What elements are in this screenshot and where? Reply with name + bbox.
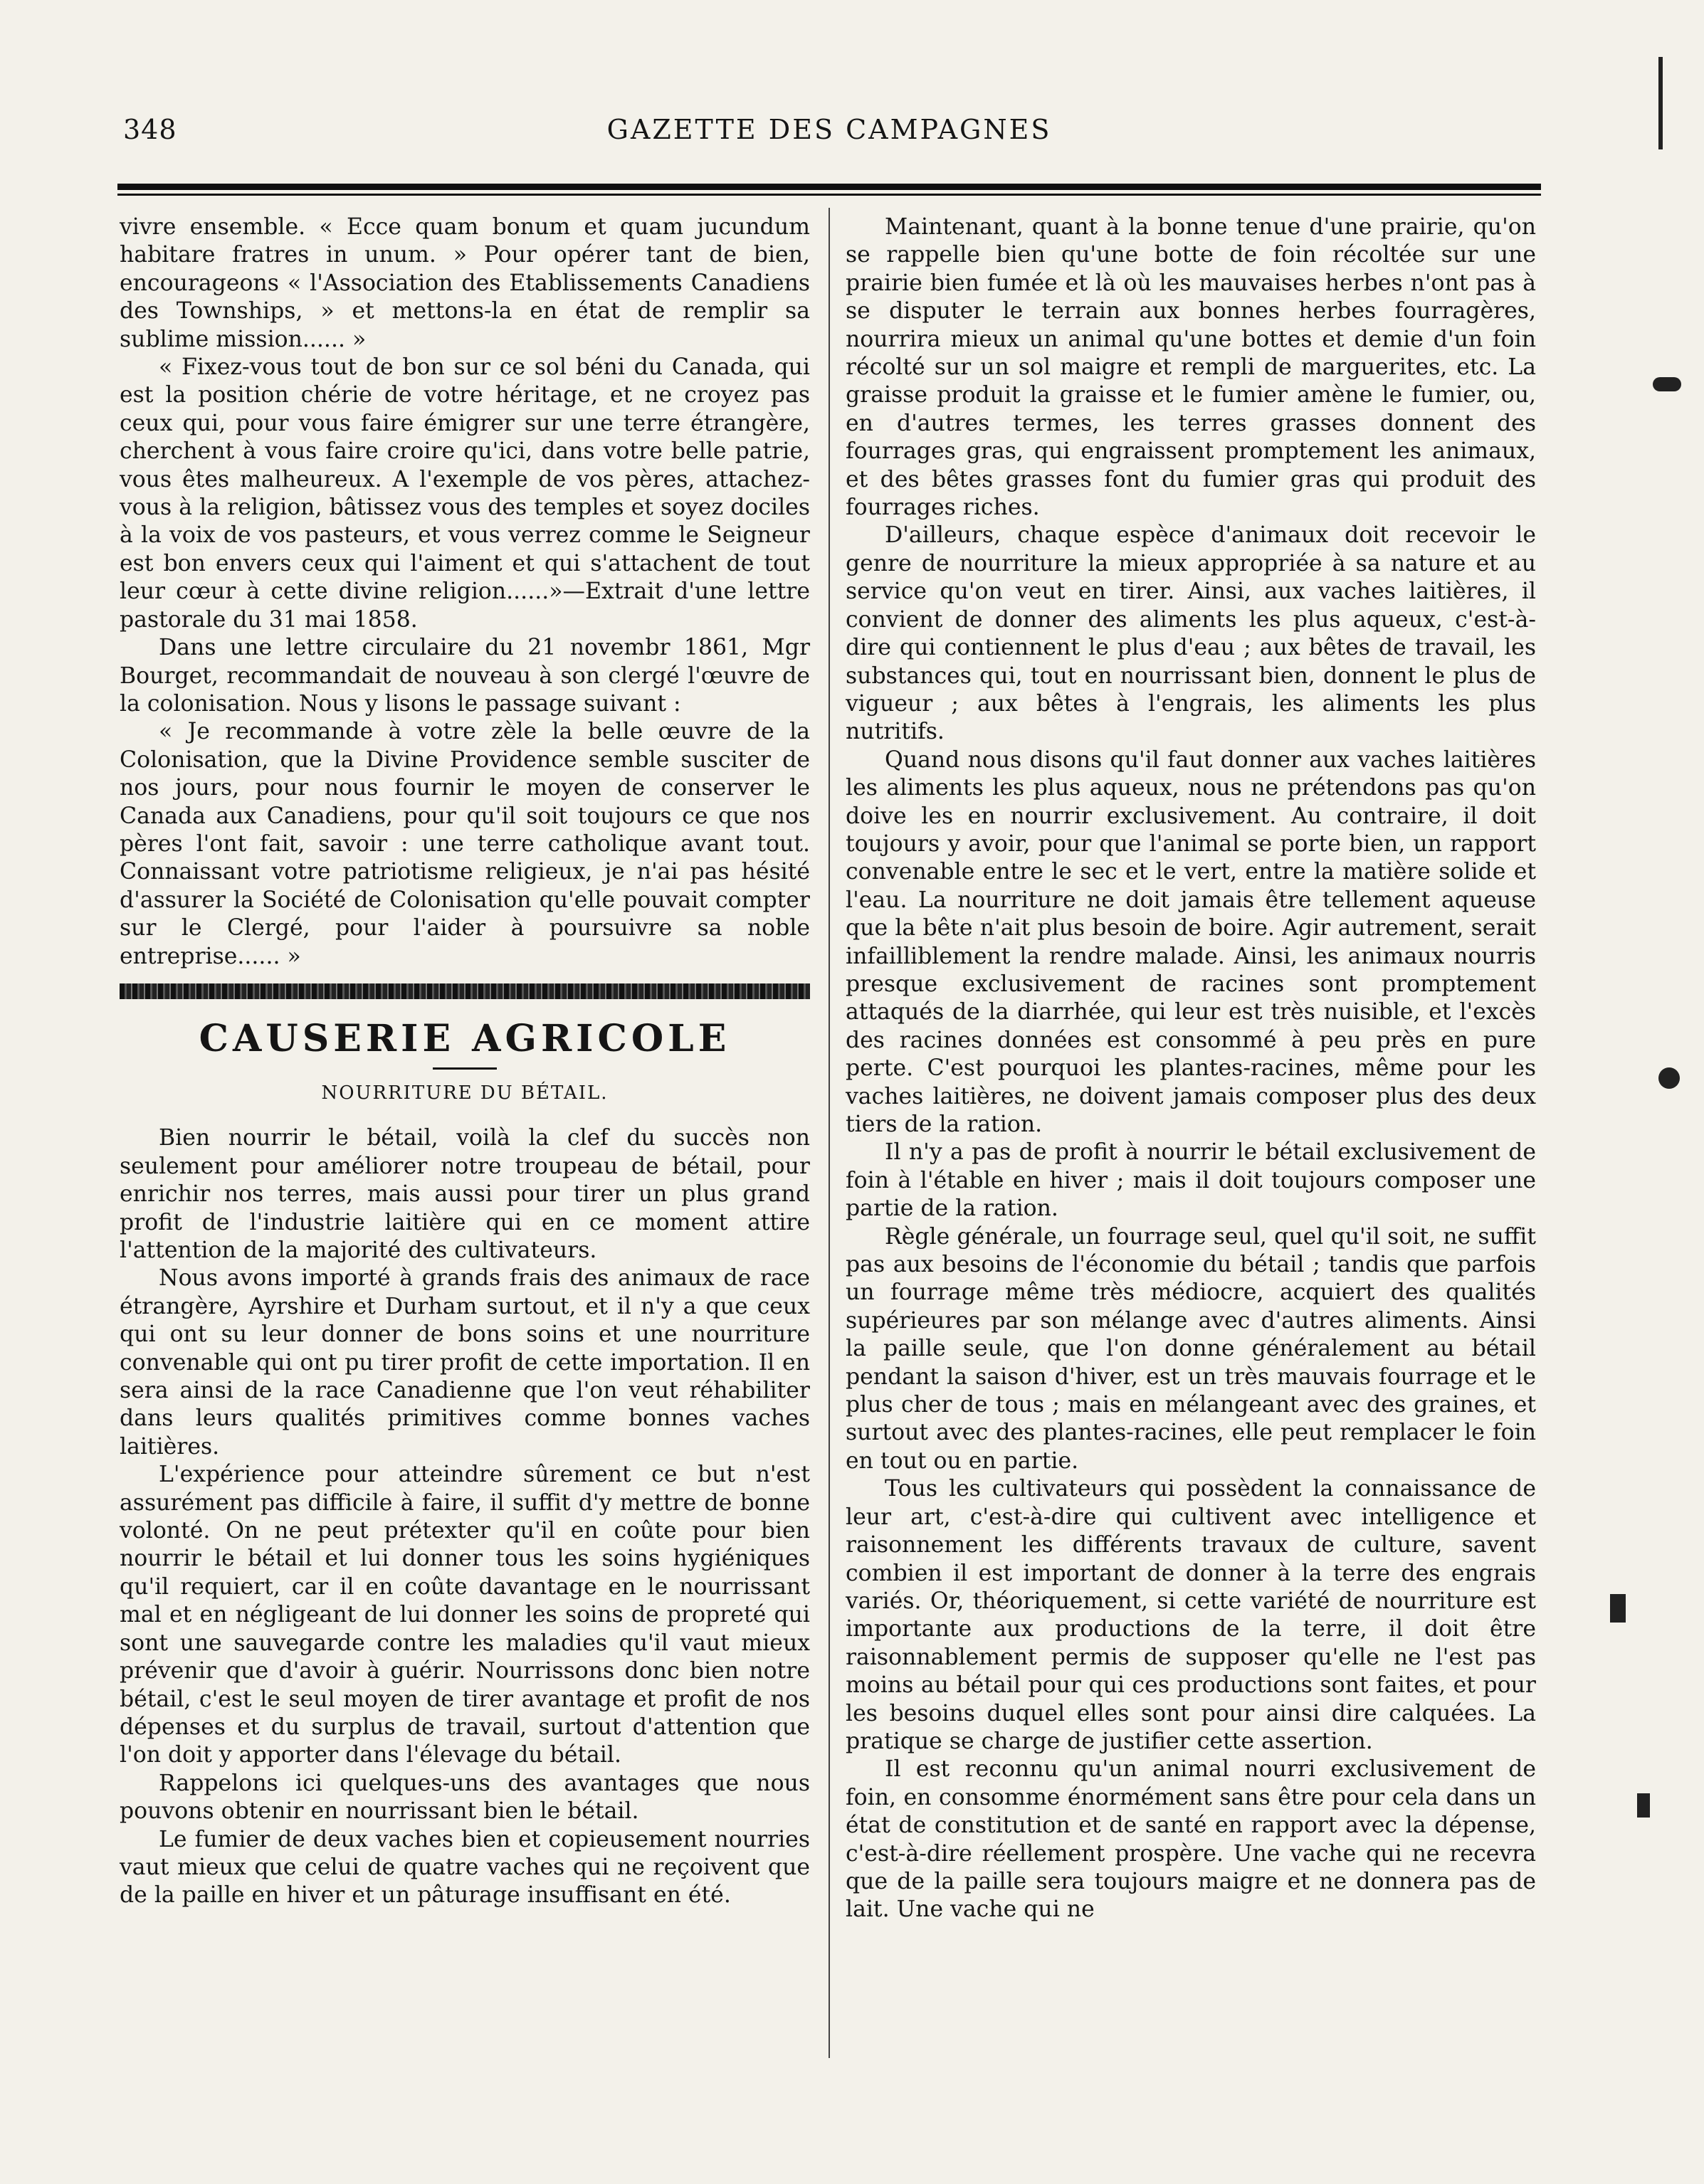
column-divider [829,208,830,2058]
running-title: GAZETTE DES CAMPAGNES [606,114,1052,145]
header-rule-thick [117,184,1541,190]
binding-mark [1658,1067,1680,1089]
section-subtitle: NOURRITURE DU BÉTAIL. [321,1082,609,1104]
page-header [117,114,1541,157]
paragraph: Il n'y a pas de profit à nourrir le bétail exclusivement de foin à l'étable en hiver ; mais il doit toujours composer une partie de la ration. [846,1139,1536,1222]
paragraph: « Je recommande à votre zèle la belle œuvre de la Colonisation, que la Divine Providence semble susciter de nos jours, pour nous fournir le moyen de conserver le Canada aux Canadiens, pour qu'il soit toujours ce que nos pères l'ont fait, savoir : une terre catholique avant tout. Connaissant votre patriotisme religieux, je n'ai pas hésité d'assurer la Société de Colonisation qu'elle pouvait compter sur le Clergé, pour l'aider à poursuivre sa noble entreprise...... » [120,719,810,969]
page-number: 348 [123,114,177,145]
right-column [846,213,1536,1924]
paragraph: Règle générale, un fourrage seul, quel qu'il soit, ne suffit pas aux besoins de l'économie du bétail ; tandis que parfois un fourrage même très médiocre, acquiert des qualités supérieures par son mélange avec d'autres aliments. Ainsi la paille seule, que l'on donne généralement au bétail pendant la saison d'hiver, est un très mauvais fourrage et le plus cher de tous ; mais en mélangeant avec des graines, et surtout avec des plantes-racines, elle peut remplacer le foin en tout ou en partie. [846,1223,1536,1474]
paragraph: Rappelons ici quelques-uns des avantages que nous pouvons obtenir en nourrissant bien le bétail. [120,1770,810,1825]
binding-mark [1637,1793,1650,1818]
paragraph: Dans une lettre circulaire du 21 novembr 1861, Mgr Bourget, recommandait de nouveau à son clergé l'œuvre de la colonisation. Nous y lisons le passage suivant : [120,635,810,717]
paragraph: « Fixez-vous tout de bon sur ce sol béni du Canada, qui est la position chérie de votre héritage, et ne croyez pas ceux qui, pour vous faire émigrer sur une terre étrangère, cherchent à vous faire croire qu'ici, dans votre belle patrie, vous êtes malheureux. A l'exemple de vos pères, attachez-vous à la religion, bâtissez vous des temples et soyez dociles à la voix de vos pasteurs, et vous verrez comme le Seigneur est bon envers ceux qui l'aiment et qui s'attachent de tout leur cœur à cette divine religion......»—Extrait d'une lettre pastorale du 31 mai 1858. [120,354,810,633]
paragraph: D'ailleurs, chaque espèce d'animaux doit recevoir le genre de nourriture la mieux appropriée à sa nature et au service qu'on veut en tirer. Ainsi, aux vaches laitières, il convient de donner des aliments les plus aqueux, c'est-à-dire qui contiennent le plus d'eau ; aux bêtes de travail, les substances qui, tout en nourrissant bien, donnent le plus de vigueur ; aux bêtes à l'engrais, les aliments les plus nutritifs. [846,522,1536,745]
paragraph: L'expérience pour atteindre sûrement ce but n'est assurément pas difficile à faire, il suffit d'y mettre de bonne volonté. On ne peut prétexter qu'il en coûte pour bien nourrir le bétail et lui donner tous les soins hygiéniques qu'il requiert, car il en coûte davantage en le nourrissant mal et en négligeant de lui donner les soins de propreté qui sont une sauvegarde contre les maladies qu'il vaut mieux prévenir que d'avoir à guérir. Nourrissons donc bien notre bétail, c'est le seul moyen de tirer avantage et profit de nos dépenses et du surplus de travail, surtout d'attention que l'on doit y apporter dans l'élevage du bétail. [120,1462,810,1768]
title-rule [433,1067,497,1070]
paragraph: Quand nous disons qu'il faut donner aux vaches laitières les aliments les plus aqueux, nous ne prétendons pas qu'on doive les en nourrir exclusivement. Au contraire, il doit toujours y avoir, pour que l'animal se porte bien, un rapport convenable entre le sec et le vert, entre la matière solide et l'eau. La nourriture ne doit jamais être tellement aqueuse que la bête n'ait plus besoin de boire. Agir autrement, serait infailliblement la rendre malade. Ainsi, les animaux nourris presque exclusivement de racines sont promptement attaqués de la diarrhée, qui leur est très nuisible, et l'excès des racines données est consommé à peu près en pure perte. C'est pourquoi les plantes-racines, même pour les vaches laitières, ne doivent jamais composer plus des deux tiers de la ration. [846,747,1536,1137]
paragraph: Le fumier de deux vaches bien et copieusement nourries vaut mieux que celui de quatre vaches qui ne reçoivent que de la paille en hiver et un pâturage insuffisant en été. [120,1826,810,1909]
header-rule-thin [117,194,1541,196]
paragraph: Tous les cultivateurs qui possèdent la connaissance de leur art, c'est-à-dire qui cultivent avec intelligence et raisonnement les différents travaux de culture, savent combien il est important de donner à la terre des engrais variés. Or, théoriquement, si cette variété de nourriture est importante aux productions de la terre, il doit être raisonnablement permis de supposer qu'elle ne l'est pas moins au bétail pour qui ces productions sont faites, et pour les besoins duquel elles sont pour ainsi dire calquées. La pratique se charge de justifier cette assertion. [846,1476,1536,1754]
paragraph: Bien nourrir le bétail, voilà la clef du succès non seulement pour améliorer notre troupeau de bétail, pour enrichir nos terres, mais aussi pour tirer un plus grand profit de l'industrie laitière qui en ce moment attire l'attention de la majorité des cultivateurs. [120,1125,810,1263]
section-separator [120,983,810,999]
binding-mark [1610,1594,1626,1623]
binding-mark [1653,377,1681,391]
paragraph: vivre ensemble. « Ecce quam bonum et quam jucundum habitare fratres in unum. » Pour opérer tant de bien, encourageons « l'Association des Etablissements Canadiens des Townships, » et mettons-la en état de remplir sa sublime mission...... » [120,214,810,352]
binding-mark [1658,57,1663,149]
section-title: CAUSERIE AGRICOLE [199,1016,731,1060]
left-column [120,213,810,1910]
paragraph: Il est reconnu qu'un animal nourri exclusivement de foin, en consomme énormément sans être pour cela dans un état de constitution et de santé en rapport avec la dépense, c'est-à-dire réellement prospère. Une vache qui ne recevra que de la paille sera toujours maigre et ne donnera pas de lait. Une vache qui ne [846,1756,1536,1923]
paragraph: Maintenant, quant à la bonne tenue d'une prairie, qu'on se rappelle bien qu'une botte de foin récoltée sur une prairie bien fumée et là où les mauvaises herbes n'ont pas à se disputer le terrain aux bonnes herbes fourragères, nourrira mieux un animal qu'une bottes et demie d'un foin récolté sur un sol maigre et rempli de marguerites, etc. La graisse produit la graisse et le fumier amène le fumier, ou, en d'autres termes, les terres grasses donnent des fourrages gras, qui engraissent promptement les animaux, et des bêtes grasses font du fumier gras qui produit des fourrages riches. [846,214,1536,521]
paragraph: Nous avons importé à grands frais des animaux de race étrangère, Ayrshire et Durham surtout, et il n'y a que ceux qui ont su leur donner de bons soins et une nourriture convenable qui ont pu tirer profit de cette importation. Il en sera ainsi de la race Canadienne que l'on veut réhabiliter dans leurs qualités primitives comme bonnes vaches laitières. [120,1265,810,1460]
